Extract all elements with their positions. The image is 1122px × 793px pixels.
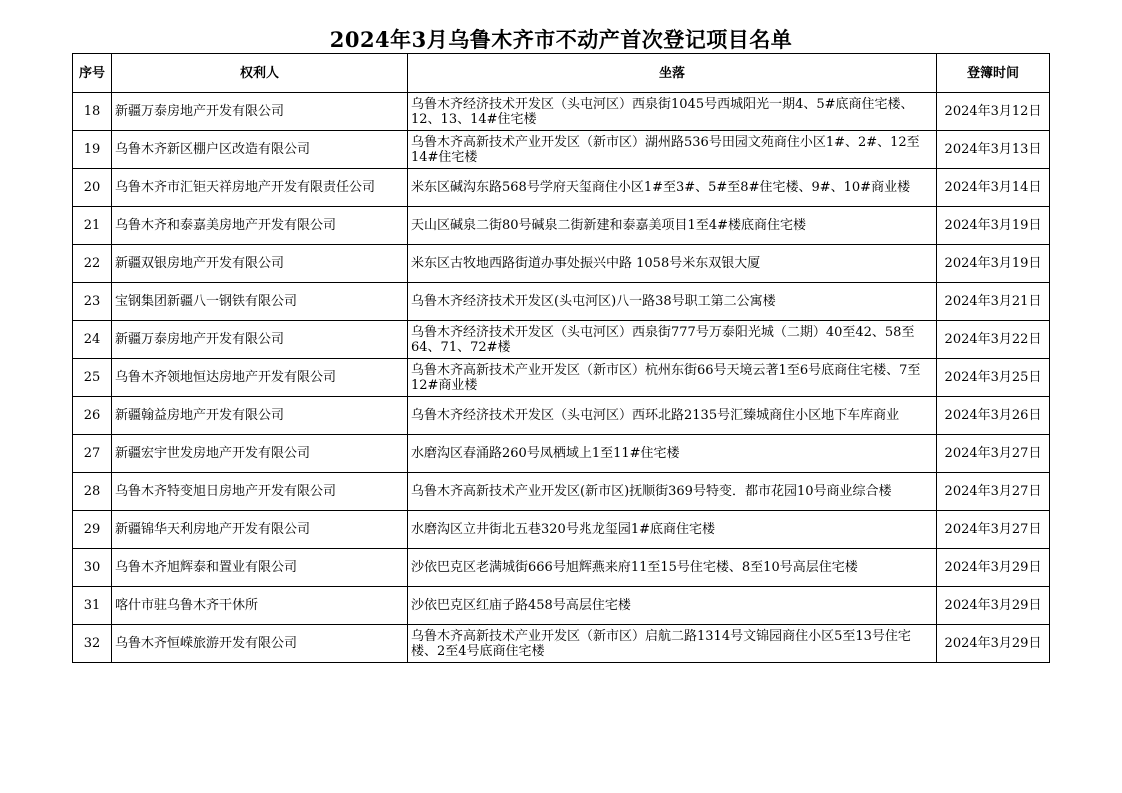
cell-date: 2024年3月27日 bbox=[937, 435, 1050, 473]
cell-number: 21 bbox=[73, 207, 112, 245]
cell-number: 27 bbox=[73, 435, 112, 473]
cell-date: 2024年3月27日 bbox=[937, 473, 1050, 511]
table-row bbox=[73, 283, 1050, 321]
table-row bbox=[73, 397, 1050, 435]
cell-date: 2024年3月29日 bbox=[937, 549, 1050, 587]
cell-location: 乌鲁木齐高新技术产业开发区(新市区)抚顺街369号特变．都市花园10号商业综合楼 bbox=[408, 473, 937, 511]
cell-date: 2024年3月13日 bbox=[937, 131, 1050, 169]
cell-owner: 新疆宏宇世发房地产开发有限公司 bbox=[112, 435, 408, 473]
cell-number: 25 bbox=[73, 359, 112, 397]
cell-location: 乌鲁木齐经济技术开发区(头屯河区)八一路38号职工第二公寓楼 bbox=[408, 283, 937, 321]
cell-number: 31 bbox=[73, 587, 112, 625]
cell-location: 乌鲁木齐高新技术产业开发区（新市区）杭州东街66号天境云著1至6号底商住宅楼、7至12#商业楼 bbox=[408, 359, 937, 397]
cell-number: 24 bbox=[73, 321, 112, 359]
cell-date: 2024年3月12日 bbox=[937, 93, 1050, 131]
table-row bbox=[73, 473, 1050, 511]
page-title: 2024年3月乌鲁木齐市不动产首次登记项目名单 bbox=[329, 27, 793, 52]
table-row bbox=[73, 549, 1050, 587]
column-header-date: 登簿时间 bbox=[937, 54, 1050, 93]
cell-date: 2024年3月26日 bbox=[937, 397, 1050, 435]
column-header-no: 序号 bbox=[73, 54, 112, 93]
cell-number: 30 bbox=[73, 549, 112, 587]
cell-owner: 新疆锦华天利房地产开发有限公司 bbox=[112, 511, 408, 549]
cell-location: 乌鲁木齐高新技术产业开发区（新市区）湖州路536号田园文苑商住小区1#、2#、12至14#住宅楼 bbox=[408, 131, 937, 169]
cell-location: 米东区碱沟东路568号学府天玺商住小区1#至3#、5#至8#住宅楼、9#、10#商业楼 bbox=[408, 169, 937, 207]
cell-date: 2024年3月22日 bbox=[937, 321, 1050, 359]
cell-date: 2024年3月27日 bbox=[937, 511, 1050, 549]
cell-location: 乌鲁木齐经济技术开发区（头屯河区）西泉街1045号西城阳光一期4、5#底商住宅楼、12、13、14#住宅楼 bbox=[408, 93, 937, 131]
cell-owner: 乌鲁木齐恒嵘旅游开发有限公司 bbox=[112, 625, 408, 663]
cell-date: 2024年3月21日 bbox=[937, 283, 1050, 321]
cell-date: 2024年3月19日 bbox=[937, 245, 1050, 283]
cell-owner: 乌鲁木齐新区棚户区改造有限公司 bbox=[112, 131, 408, 169]
table-row bbox=[73, 359, 1050, 397]
table-row bbox=[73, 131, 1050, 169]
cell-number: 22 bbox=[73, 245, 112, 283]
cell-owner: 喀什市驻乌鲁木齐干休所 bbox=[112, 587, 408, 625]
cell-number: 23 bbox=[73, 283, 112, 321]
cell-location: 天山区碱泉二街80号碱泉二街新建和泰嘉美项目1至4#楼底商住宅楼 bbox=[408, 207, 937, 245]
cell-date: 2024年3月14日 bbox=[937, 169, 1050, 207]
cell-number: 32 bbox=[73, 625, 112, 663]
cell-owner: 乌鲁木齐市汇钜天祥房地产开发有限责任公司 bbox=[112, 169, 408, 207]
table-row bbox=[73, 245, 1050, 283]
cell-owner: 乌鲁木齐特变旭日房地产开发有限公司 bbox=[112, 473, 408, 511]
cell-number: 19 bbox=[73, 131, 112, 169]
registration-table bbox=[72, 53, 1050, 663]
column-header-location: 坐落 bbox=[408, 54, 937, 93]
cell-date: 2024年3月19日 bbox=[937, 207, 1050, 245]
table-row bbox=[73, 511, 1050, 549]
cell-location: 乌鲁木齐高新技术产业开发区（新市区）启航二路1314号文锦园商住小区5至13号住宅楼、2至4号底商住宅楼 bbox=[408, 625, 937, 663]
cell-date: 2024年3月29日 bbox=[937, 625, 1050, 663]
header-row bbox=[73, 54, 1050, 93]
cell-location: 乌鲁木齐经济技术开发区（头屯河区）西泉街777号万泰阳光城（二期）40至42、58至64、71、72#楼 bbox=[408, 321, 937, 359]
cell-date: 2024年3月29日 bbox=[937, 587, 1050, 625]
cell-number: 20 bbox=[73, 169, 112, 207]
table-body bbox=[73, 93, 1050, 663]
cell-owner: 宝钢集团新疆八一钢铁有限公司 bbox=[112, 283, 408, 321]
table-row bbox=[73, 321, 1050, 359]
cell-owner: 新疆翰益房地产开发有限公司 bbox=[112, 397, 408, 435]
cell-owner: 乌鲁木齐和泰嘉美房地产开发有限公司 bbox=[112, 207, 408, 245]
cell-location: 乌鲁木齐经济技术开发区（头屯河区）西环北路2135号汇臻城商住小区地下车库商业 bbox=[408, 397, 937, 435]
cell-owner: 新疆万泰房地产开发有限公司 bbox=[112, 93, 408, 131]
cell-owner: 新疆万泰房地产开发有限公司 bbox=[112, 321, 408, 359]
cell-location: 沙依巴克区红庙子路458号高层住宅楼 bbox=[408, 587, 937, 625]
table-row bbox=[73, 435, 1050, 473]
cell-location: 米东区古牧地西路街道办事处振兴中路 1058号米东双银大厦 bbox=[408, 245, 937, 283]
cell-owner: 乌鲁木齐领地恒达房地产开发有限公司 bbox=[112, 359, 408, 397]
table-row bbox=[73, 93, 1050, 131]
cell-number: 26 bbox=[73, 397, 112, 435]
table-row bbox=[73, 587, 1050, 625]
table-row bbox=[73, 169, 1050, 207]
cell-owner: 新疆双银房地产开发有限公司 bbox=[112, 245, 408, 283]
cell-number: 28 bbox=[73, 473, 112, 511]
cell-owner: 乌鲁木齐旭辉泰和置业有限公司 bbox=[112, 549, 408, 587]
column-header-owner: 权利人 bbox=[112, 54, 408, 93]
table-row bbox=[73, 625, 1050, 663]
cell-location: 水磨沟区春涌路260号凤栖域上1至11#住宅楼 bbox=[408, 435, 937, 473]
cell-number: 29 bbox=[73, 511, 112, 549]
cell-location: 沙依巴克区老满城街666号旭辉燕来府11至15号住宅楼、8至10号高层住宅楼 bbox=[408, 549, 937, 587]
cell-date: 2024年3月25日 bbox=[937, 359, 1050, 397]
cell-location: 水磨沟区立井街北五巷320号兆龙玺园1#底商住宅楼 bbox=[408, 511, 937, 549]
cell-number: 18 bbox=[73, 93, 112, 131]
table-row bbox=[73, 207, 1050, 245]
